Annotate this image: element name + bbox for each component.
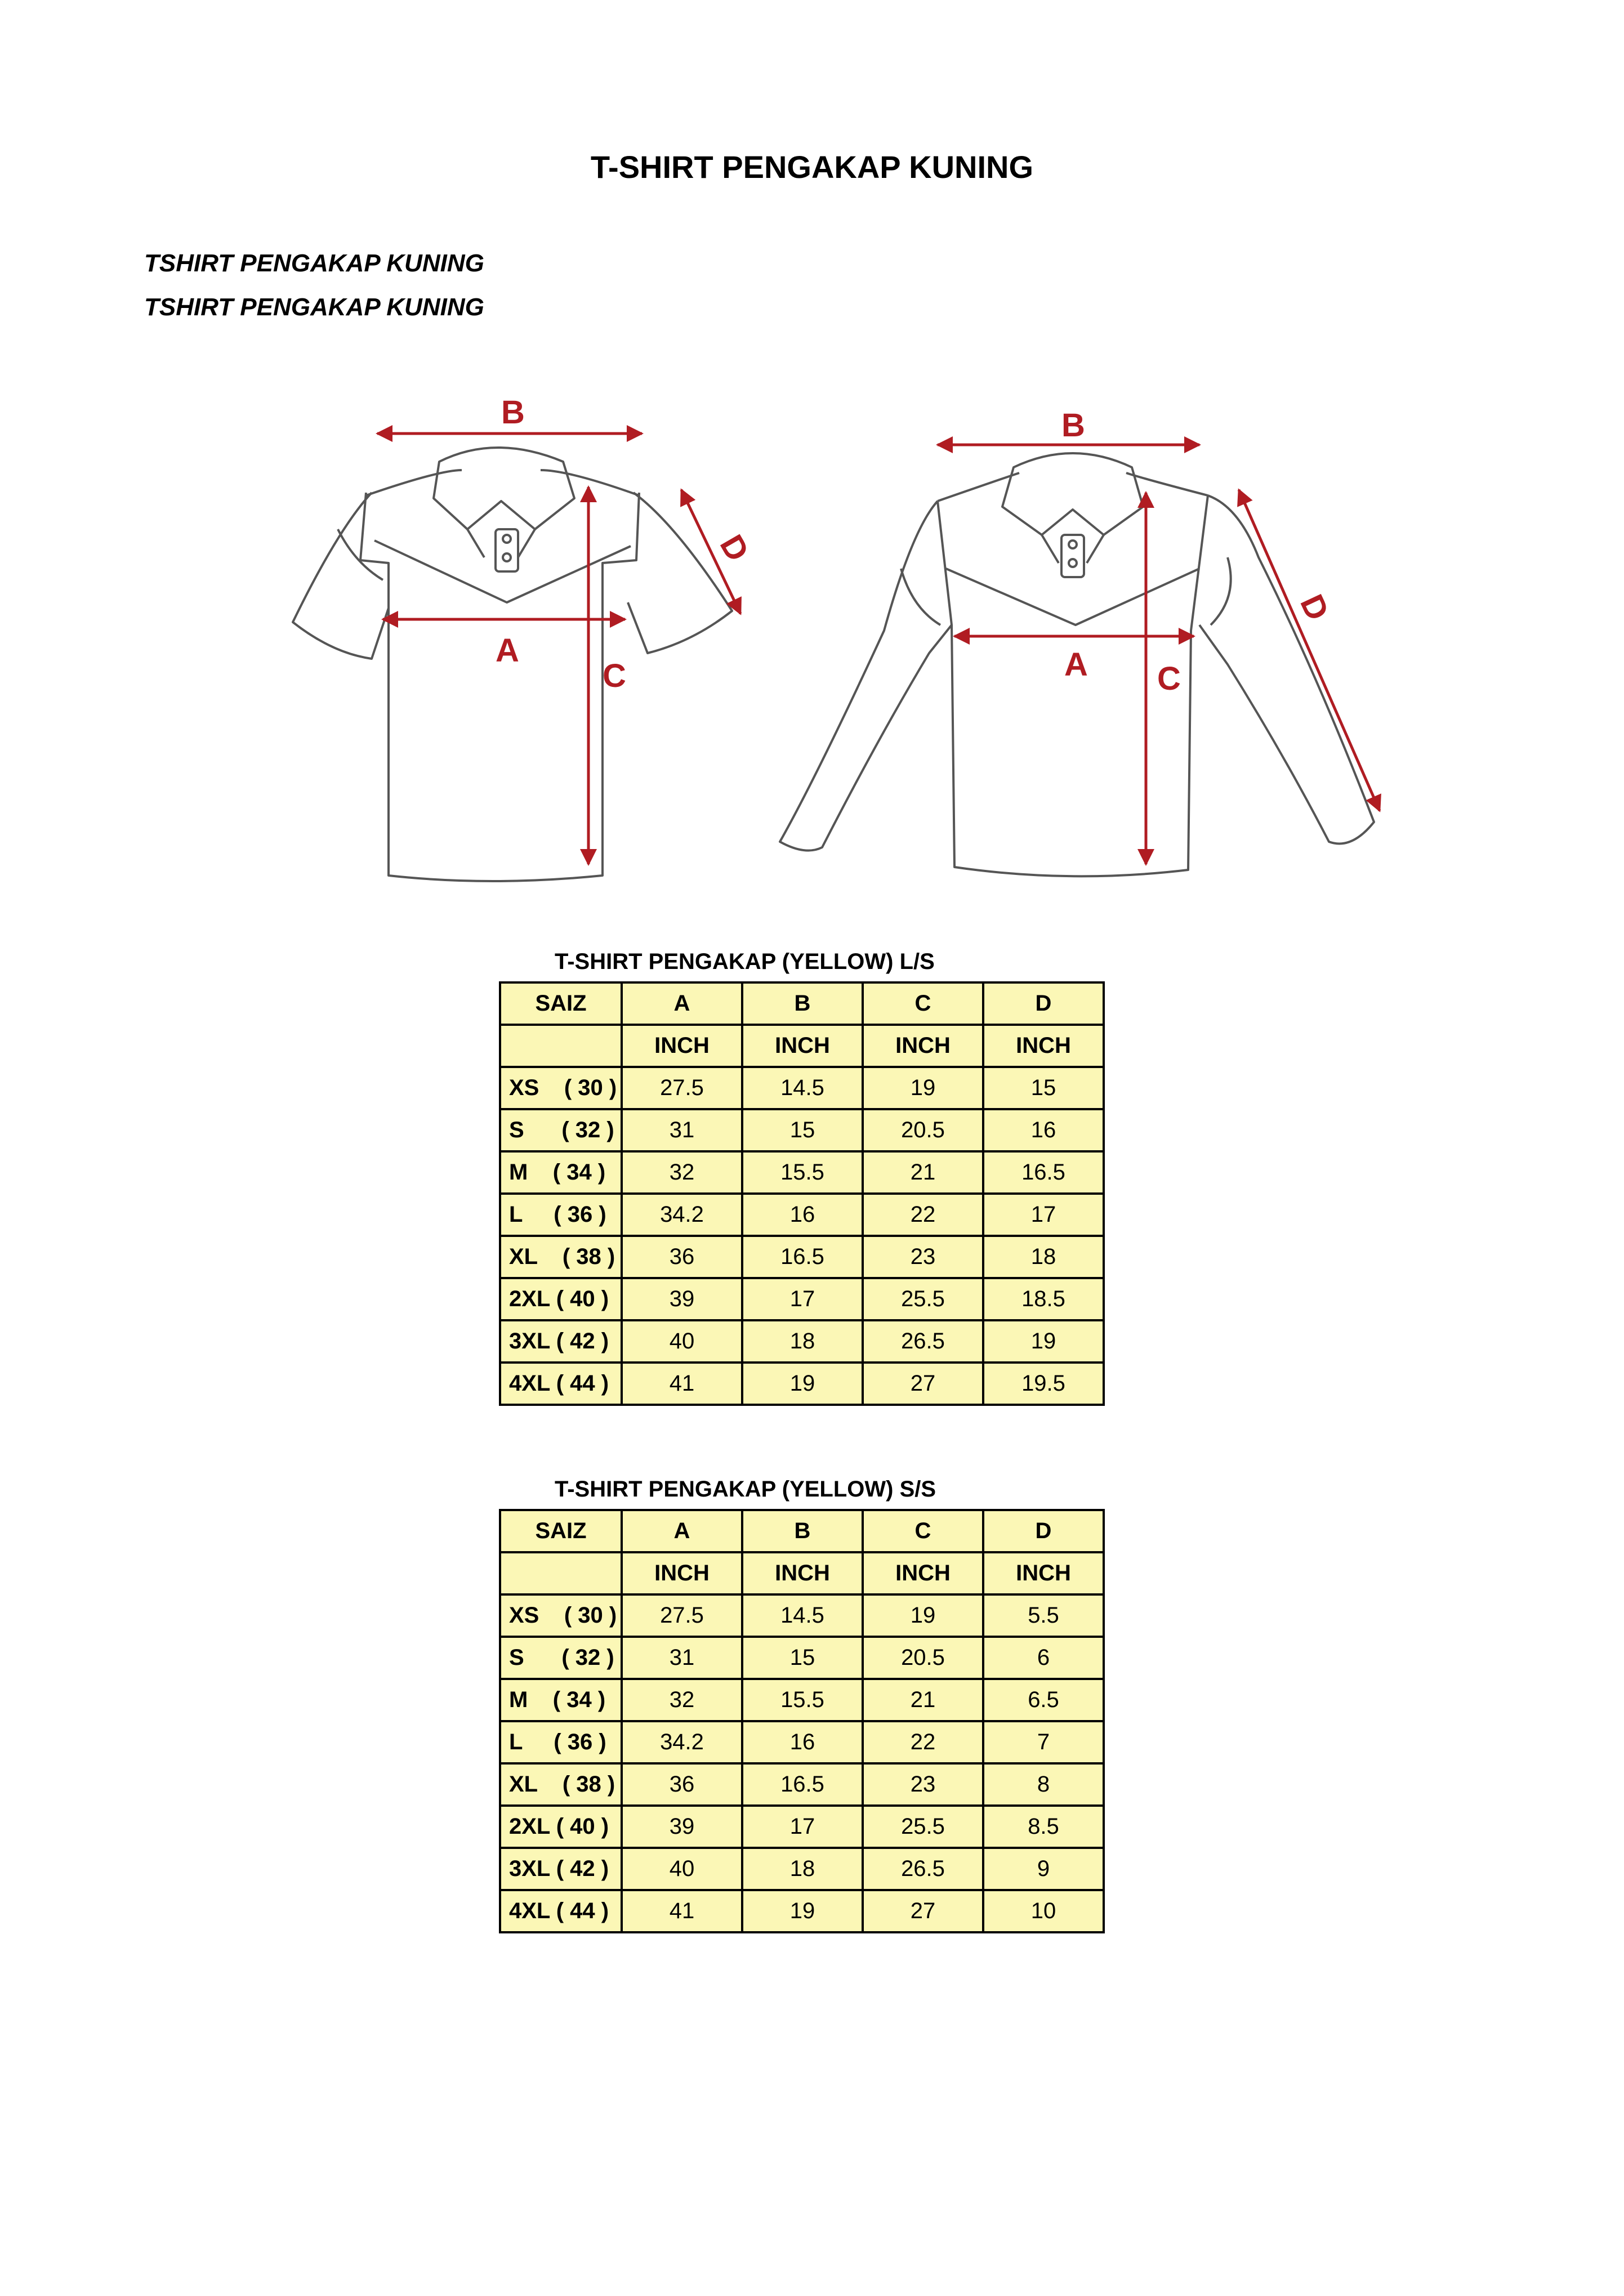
measurement-cell: 23 xyxy=(863,1763,983,1806)
size-label-cell: XL ( 38 ) xyxy=(500,1763,622,1806)
table-row xyxy=(500,1637,1104,1679)
measurement-cell: 15.5 xyxy=(742,1151,863,1194)
measurement-cell: 16.5 xyxy=(742,1763,863,1806)
size-label-cell: 3XL ( 42 ) xyxy=(500,1848,622,1890)
measurement-cell: 40 xyxy=(622,1848,742,1890)
measurement-cell: 16 xyxy=(983,1109,1104,1151)
size-label-cell: 4XL ( 44 ) xyxy=(500,1890,622,1932)
measurement-cell: 22 xyxy=(863,1194,983,1236)
size-label-cell: S ( 32 ) xyxy=(500,1109,622,1151)
size-table-short-sleeve xyxy=(499,1509,1105,1933)
measurement-cell: 23 xyxy=(863,1236,983,1278)
size-table-long-sleeve xyxy=(499,981,1105,1406)
measurement-cell: 16.5 xyxy=(742,1236,863,1278)
measurement-cell: 18 xyxy=(742,1848,863,1890)
subtitle-1: TSHIRT PENGAKAP KUNING xyxy=(144,249,484,277)
measurement-cell: 15.5 xyxy=(742,1679,863,1721)
table-row xyxy=(500,1278,1104,1320)
measurement-cell: 17 xyxy=(742,1806,863,1848)
measurement-cell: 41 xyxy=(622,1363,742,1405)
arrow-d xyxy=(1239,490,1380,811)
measurement-cell: 7 xyxy=(983,1721,1104,1763)
measurement-cell: 18.5 xyxy=(983,1278,1104,1320)
measurement-cell: 14.5 xyxy=(742,1067,863,1109)
measurement-cell: 32 xyxy=(622,1151,742,1194)
measurement-cell: 16 xyxy=(742,1721,863,1763)
measurement-cell: 31 xyxy=(622,1637,742,1679)
measurement-cell: 15 xyxy=(742,1637,863,1679)
measurement-cell: 39 xyxy=(622,1806,742,1848)
unit-cell: INCH xyxy=(863,1025,983,1067)
table-row xyxy=(500,1890,1104,1932)
measurement-cell: 41 xyxy=(622,1890,742,1932)
short-sleeve-labels xyxy=(496,394,756,694)
measurement-cell: 26.5 xyxy=(863,1848,983,1890)
measurement-cell: 36 xyxy=(622,1236,742,1278)
measurement-cell: 19 xyxy=(863,1594,983,1637)
header-cell: C xyxy=(863,982,983,1025)
measurement-cell: 17 xyxy=(983,1194,1104,1236)
header-cell: D xyxy=(983,1510,1104,1552)
header-cell: B xyxy=(742,982,863,1025)
size-label-cell: XS ( 30 ) xyxy=(500,1594,622,1637)
label-c: C xyxy=(603,658,626,694)
measurement-cell: 25.5 xyxy=(863,1278,983,1320)
size-label-cell: XL ( 38 ) xyxy=(500,1236,622,1278)
measurement-cell: 32 xyxy=(622,1679,742,1721)
measurement-cell: 18 xyxy=(742,1320,863,1363)
table-row xyxy=(500,1194,1104,1236)
measurement-cell: 19 xyxy=(742,1363,863,1405)
measurement-cell: 8.5 xyxy=(983,1806,1104,1848)
header-cell: A xyxy=(622,982,742,1025)
label-a: A xyxy=(1064,646,1088,683)
measurement-cell: 26.5 xyxy=(863,1320,983,1363)
measurement-cell: 19 xyxy=(863,1067,983,1109)
label-a: A xyxy=(496,632,519,669)
measurement-cell: 6.5 xyxy=(983,1679,1104,1721)
measurement-cell: 15 xyxy=(742,1109,863,1151)
measurement-cell: 39 xyxy=(622,1278,742,1320)
size-label-cell: XS ( 30 ) xyxy=(500,1067,622,1109)
table-row xyxy=(500,1109,1104,1151)
unit-cell: INCH xyxy=(622,1025,742,1067)
measurement-cell: 20.5 xyxy=(863,1637,983,1679)
measurement-cell: 21 xyxy=(863,1151,983,1194)
table-row xyxy=(500,1151,1104,1194)
measurement-diagram xyxy=(0,0,1624,957)
table-row xyxy=(500,1679,1104,1721)
label-c: C xyxy=(1157,660,1181,697)
label-d: D xyxy=(1293,589,1336,626)
unit-cell: INCH xyxy=(983,1025,1104,1067)
measurement-cell: 10 xyxy=(983,1890,1104,1932)
measurement-cell: 27.5 xyxy=(622,1594,742,1637)
header-cell: SAIZ xyxy=(500,1510,622,1552)
unit-cell: INCH xyxy=(742,1025,863,1067)
header-cell: C xyxy=(863,1510,983,1552)
measurement-cell: 17 xyxy=(742,1278,863,1320)
measurement-cell: 40 xyxy=(622,1320,742,1363)
measurement-cell: 27 xyxy=(863,1363,983,1405)
units-row xyxy=(500,1025,1104,1067)
measurement-cell: 19 xyxy=(742,1890,863,1932)
measurement-cell: 16 xyxy=(742,1194,863,1236)
measurement-cell: 9 xyxy=(983,1848,1104,1890)
size-label-cell: L ( 36 ) xyxy=(500,1194,622,1236)
table-row xyxy=(500,1236,1104,1278)
measurement-cell: 27 xyxy=(863,1890,983,1932)
measurement-cell: 8 xyxy=(983,1763,1104,1806)
measurement-cell: 34.2 xyxy=(622,1721,742,1763)
table-row xyxy=(500,1763,1104,1806)
table-ss-caption: T-SHIRT PENGAKAP (YELLOW) S/S xyxy=(555,1477,936,1502)
label-d: D xyxy=(712,529,756,568)
header-row xyxy=(500,1510,1104,1552)
size-label-cell: L ( 36 ) xyxy=(500,1721,622,1763)
table-row xyxy=(500,1848,1104,1890)
header-row xyxy=(500,982,1104,1025)
table-row xyxy=(500,1806,1104,1848)
units-row xyxy=(500,1552,1104,1594)
unit-cell: INCH xyxy=(742,1552,863,1594)
measurement-cell: 36 xyxy=(622,1763,742,1806)
page-title: T-SHIRT PENGAKAP KUNING xyxy=(590,149,1034,185)
size-label-cell: 3XL ( 42 ) xyxy=(500,1320,622,1363)
label-b: B xyxy=(501,394,525,431)
size-label-cell: M ( 34 ) xyxy=(500,1151,622,1194)
measurement-cell: 18 xyxy=(983,1236,1104,1278)
subtitle-2: TSHIRT PENGAKAP KUNING xyxy=(144,293,484,321)
measurement-cell: 5.5 xyxy=(983,1594,1104,1637)
table-row xyxy=(500,1721,1104,1763)
measurement-cell: 19.5 xyxy=(983,1363,1104,1405)
table-ls-caption: T-SHIRT PENGAKAP (YELLOW) L/S xyxy=(555,949,935,974)
size-label-cell: 2XL ( 40 ) xyxy=(500,1278,622,1320)
table-row xyxy=(500,1320,1104,1363)
size-label-cell: S ( 32 ) xyxy=(500,1637,622,1679)
measurement-cell: 20.5 xyxy=(863,1109,983,1151)
measurement-cell: 16.5 xyxy=(983,1151,1104,1194)
measurement-cell: 6 xyxy=(983,1637,1104,1679)
unit-cell: INCH xyxy=(983,1552,1104,1594)
header-cell: B xyxy=(742,1510,863,1552)
header-cell: A xyxy=(622,1510,742,1552)
measurement-cell: 31 xyxy=(622,1109,742,1151)
size-label-cell: M ( 34 ) xyxy=(500,1679,622,1721)
measurement-cell: 19 xyxy=(983,1320,1104,1363)
measurement-cell: 22 xyxy=(863,1721,983,1763)
table-row xyxy=(500,1363,1104,1405)
header-cell: D xyxy=(983,982,1104,1025)
header-cell: SAIZ xyxy=(500,982,622,1025)
long-sleeve-labels xyxy=(1061,407,1336,697)
size-label-cell: 2XL ( 40 ) xyxy=(500,1806,622,1848)
measurement-cell: 34.2 xyxy=(622,1194,742,1236)
measurement-cell: 25.5 xyxy=(863,1806,983,1848)
label-b: B xyxy=(1061,407,1085,444)
measurement-cell: 21 xyxy=(863,1679,983,1721)
unit-cell xyxy=(500,1025,622,1067)
unit-cell: INCH xyxy=(863,1552,983,1594)
table-row xyxy=(500,1067,1104,1109)
size-label-cell: 4XL ( 44 ) xyxy=(500,1363,622,1405)
unit-cell xyxy=(500,1552,622,1594)
unit-cell: INCH xyxy=(622,1552,742,1594)
measurement-cell: 14.5 xyxy=(742,1594,863,1637)
table-row xyxy=(500,1594,1104,1637)
short-sleeve-arrows xyxy=(377,434,740,864)
measurement-cell: 15 xyxy=(983,1067,1104,1109)
measurement-cell: 27.5 xyxy=(622,1067,742,1109)
